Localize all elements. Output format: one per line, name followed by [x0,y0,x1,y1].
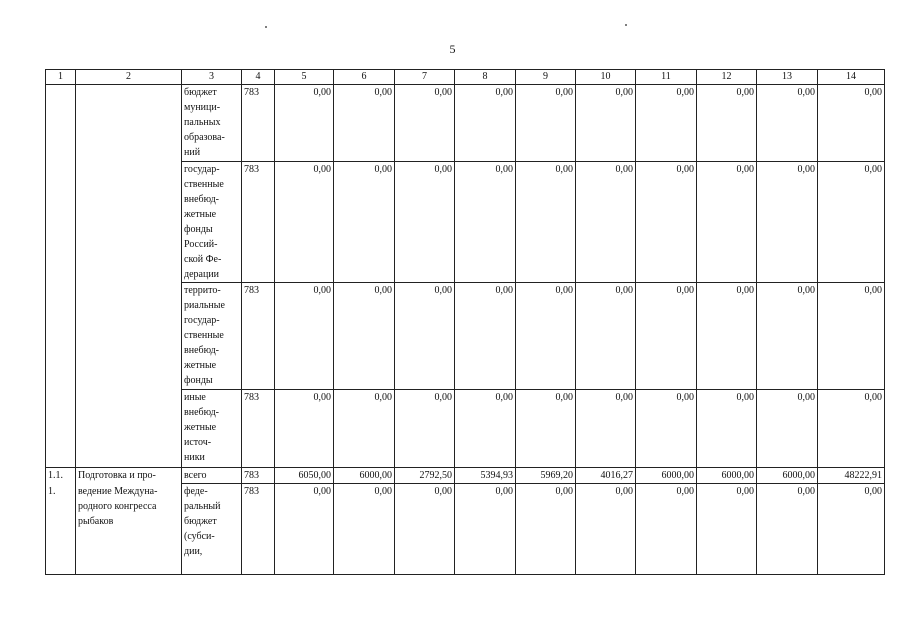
table-row [46,484,885,575]
budget-code: 783 [242,161,275,282]
amount-cell: 0,00 [455,389,516,468]
budget-table [45,69,885,575]
column-header: 10 [576,70,636,85]
amount-cell: 0,00 [395,389,455,468]
table-row [46,389,885,468]
amount-cell: 0,00 [636,282,697,389]
column-header: 9 [516,70,576,85]
amount-cell: 0,00 [395,282,455,389]
table-row [46,85,885,162]
row-index [46,161,76,282]
amount-cell: 0,00 [697,282,757,389]
amount-cell: 0,00 [818,85,885,162]
column-header: 1 [46,70,76,85]
amount-cell: 0,00 [516,85,576,162]
amount-cell: 0,00 [334,484,395,575]
table-row [46,468,885,484]
row-index: 1. [46,484,76,575]
amount-cell: 2792,50 [395,468,455,484]
program-name [76,389,182,468]
column-header: 7 [395,70,455,85]
program-name [76,161,182,282]
amount-cell: 0,00 [757,484,818,575]
page-number: 5 [449,42,456,56]
scan-speck [625,24,627,26]
budget-code: 783 [242,85,275,162]
amount-cell: 0,00 [395,484,455,575]
amount-cell: 0,00 [636,484,697,575]
amount-cell: 5394,93 [455,468,516,484]
column-header: 3 [182,70,242,85]
table-header-row [46,70,885,85]
column-header: 6 [334,70,395,85]
amount-cell: 6000,00 [636,468,697,484]
amount-cell: 0,00 [697,85,757,162]
budget-code: 783 [242,282,275,389]
amount-cell: 0,00 [395,85,455,162]
amount-cell: 0,00 [576,161,636,282]
column-header: 5 [275,70,334,85]
amount-cell: 0,00 [275,484,334,575]
amount-cell: 0,00 [334,389,395,468]
amount-cell: 0,00 [697,484,757,575]
amount-cell: 0,00 [455,484,516,575]
amount-cell: 0,00 [576,282,636,389]
amount-cell: 5969,20 [516,468,576,484]
amount-cell: 0,00 [636,161,697,282]
amount-cell: 6000,00 [334,468,395,484]
program-name: Подготовка и про- [76,468,182,484]
column-header: 14 [818,70,885,85]
row-index: 1.1. [46,468,76,484]
row-index [46,282,76,389]
amount-cell: 0,00 [275,282,334,389]
amount-cell: 0,00 [516,161,576,282]
amount-cell: 0,00 [818,282,885,389]
funding-source: иные внебюд- жетные источ- ники [182,389,242,468]
amount-cell: 4016,27 [576,468,636,484]
amount-cell: 0,00 [516,389,576,468]
amount-cell: 0,00 [516,282,576,389]
amount-cell: 0,00 [576,484,636,575]
amount-cell: 0,00 [334,282,395,389]
amount-cell: 0,00 [334,85,395,162]
amount-cell: 0,00 [455,161,516,282]
amount-cell: 0,00 [455,282,516,389]
funding-source: государ- ственные внебюд- жетные фонды Россий- ской Фе- дерации [182,161,242,282]
amount-cell: 0,00 [697,389,757,468]
budget-code: 783 [242,389,275,468]
amount-cell: 0,00 [818,389,885,468]
amount-cell: 0,00 [818,484,885,575]
column-header: 2 [76,70,182,85]
column-header: 8 [455,70,516,85]
column-header: 13 [757,70,818,85]
funding-source: всего [182,468,242,484]
column-header: 4 [242,70,275,85]
table-row [46,161,885,282]
amount-cell: 0,00 [334,161,395,282]
row-index [46,85,76,162]
amount-cell: 0,00 [757,161,818,282]
funding-source: террито- риальные государ- ственные внебюд- жетные фонды [182,282,242,389]
amount-cell: 6000,00 [757,468,818,484]
amount-cell: 6050,00 [275,468,334,484]
amount-cell: 0,00 [636,389,697,468]
column-header: 12 [697,70,757,85]
amount-cell: 0,00 [455,85,516,162]
program-name [76,85,182,162]
amount-cell: 0,00 [576,85,636,162]
program-name: ведение Междуна- родного конгресса рыбаков [76,484,182,575]
amount-cell: 0,00 [275,389,334,468]
amount-cell: 0,00 [576,389,636,468]
amount-cell: 48222,91 [818,468,885,484]
amount-cell: 6000,00 [697,468,757,484]
column-header: 11 [636,70,697,85]
program-name [76,282,182,389]
funding-source: феде- ральный бюджет (субси- дии, [182,484,242,575]
table-row [46,282,885,389]
amount-cell: 0,00 [818,161,885,282]
amount-cell: 0,00 [275,161,334,282]
amount-cell: 0,00 [395,161,455,282]
budget-code: 783 [242,468,275,484]
row-index [46,389,76,468]
amount-cell: 0,00 [636,85,697,162]
amount-cell: 0,00 [275,85,334,162]
scan-speck [265,26,267,28]
amount-cell: 0,00 [757,282,818,389]
amount-cell: 0,00 [516,484,576,575]
funding-source: бюджет муници- пальных образова- ний [182,85,242,162]
amount-cell: 0,00 [757,389,818,468]
amount-cell: 0,00 [697,161,757,282]
budget-code: 783 [242,484,275,575]
amount-cell: 0,00 [757,85,818,162]
